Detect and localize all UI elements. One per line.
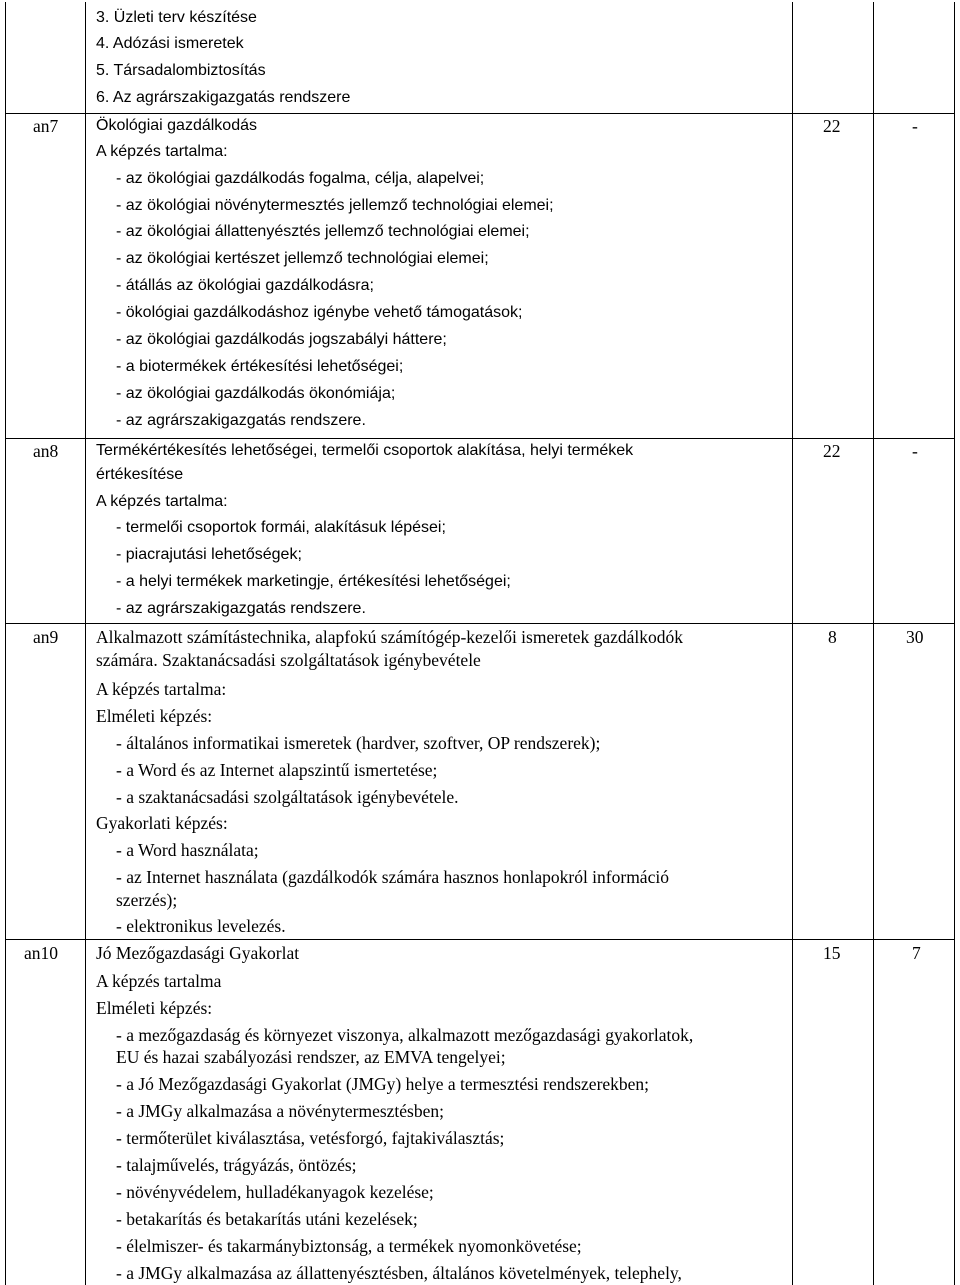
list-item: 3. Üzleti terv készítése xyxy=(96,9,257,26)
row-title: Ökológiai gazdálkodás xyxy=(96,117,257,134)
list-item: - a JMGy alkalmazása a növénytermesztésben; xyxy=(116,1101,444,1121)
list-item: - a JMGy alkalmazása az állattenyésztésben, általános követelmények, telephely, xyxy=(116,1263,682,1283)
row-code: an8 xyxy=(33,441,59,461)
row-title: számára. Szaktanácsadási szolgáltatások igénybevétele xyxy=(96,650,481,670)
row-title: Termékértékesítés lehetőségei, termelői csoportok alakítása, helyi termékek xyxy=(96,442,634,459)
list-item: - az ökológiai gazdálkodás fogalma, célja, alapelvei; xyxy=(116,170,485,187)
list-item: - a helyi termékek marketingje, értékesítési lehetőségei; xyxy=(116,573,511,590)
list-item: - talajművelés, trágyázás, öntözés; xyxy=(116,1155,357,1175)
practice-hours: 7 xyxy=(912,943,921,963)
practice-hours: 30 xyxy=(906,627,924,647)
practice-hours: - xyxy=(912,441,918,461)
list-item: - az ökológiai gazdálkodás jogszabályi háttere; xyxy=(116,331,447,348)
practice-hours: - xyxy=(912,116,918,136)
theory-hours: 22 xyxy=(823,441,841,461)
row-code: an9 xyxy=(33,627,59,647)
list-item: - ökológiai gazdálkodáshoz igénybe vehető támogatások; xyxy=(116,304,523,321)
list-item: - a Jó Mezőgazdasági Gyakorlat (JMGy) helye a termesztési rendszerekben; xyxy=(116,1074,650,1094)
table-border-code-col xyxy=(85,2,86,1285)
list-item: - általános informatikai ismeretek (hardver, szoftver, OP rendszerek); xyxy=(116,733,601,753)
table-border-hours-col xyxy=(873,2,874,1285)
row-title: Alkalmazott számítástechnika, alapfokú számítógép-kezelői ismeretek gazdálkodók xyxy=(96,627,684,647)
row-title: értékesítése xyxy=(96,466,184,483)
list-item: - az Internet használata (gazdálkodók számára hasznos honlapokról információ xyxy=(116,867,669,887)
list-item: - az agrárszakigazgatás rendszere. xyxy=(116,600,366,617)
list-item: A képzés tartalma: xyxy=(96,493,228,510)
list-item: - termelői csoportok formái, alakításuk lépései; xyxy=(116,519,446,536)
table-border-right xyxy=(954,2,955,1285)
list-item: - átállás az ökológiai gazdálkodásra; xyxy=(116,277,374,294)
list-item: - a Word és az Internet alapszintű ismertetése; xyxy=(116,760,438,780)
list-item: 6. Az agrárszakigazgatás rendszere xyxy=(96,89,351,106)
list-item: - a Word használata; xyxy=(116,840,259,860)
list-item: A képzés tartalma: xyxy=(96,143,228,160)
list-item: - az ökológiai gazdálkodás ökonómiája; xyxy=(116,385,396,402)
list-item: - az ökológiai kertészet jellemző technológiai elemei; xyxy=(116,250,489,267)
theory-hours: 22 xyxy=(823,116,841,136)
list-item: - a mezőgazdaság és környezet viszonya, alkalmazott mezőgazdasági gyakorlatok, xyxy=(116,1025,694,1045)
row-separator xyxy=(5,438,954,439)
list-item: - termőterület kiválasztása, vetésforgó, fajtakiválasztás; xyxy=(116,1128,505,1148)
row-code: an10 xyxy=(24,943,59,963)
theory-hours: 15 xyxy=(823,943,841,963)
list-item: szerzés); xyxy=(116,890,178,910)
row-title: Jó Mezőgazdasági Gyakorlat xyxy=(96,943,300,963)
list-item: Elméleti képzés: xyxy=(96,706,213,726)
list-item: - piacrajutási lehetőségek; xyxy=(116,546,302,563)
row-code: an7 xyxy=(33,116,59,136)
row-separator xyxy=(5,113,954,114)
theory-hours: 8 xyxy=(828,627,837,647)
list-item: - a szaktanácsadási szolgáltatások igénybevétele. xyxy=(116,787,459,807)
table-border-content-col xyxy=(792,2,793,1285)
row-separator xyxy=(5,623,954,624)
list-item: - betakarítás és betakarítás utáni kezelések; xyxy=(116,1209,418,1229)
list-item: Elméleti képzés: xyxy=(96,998,213,1018)
list-item: - elektronikus levelezés. xyxy=(116,916,286,936)
list-item: 4. Adózási ismeretek xyxy=(96,35,244,52)
list-item: - növényvédelem, hulladékanyagok kezelése; xyxy=(116,1182,434,1202)
list-item: A képzés tartalma xyxy=(96,971,222,991)
list-item: - élelmiszer- és takarmánybiztonság, a termékek nyomonkövetése; xyxy=(116,1236,582,1256)
list-item: EU és hazai szabályozási rendszer, az EMVA tengelyei; xyxy=(116,1047,506,1067)
list-item: - az ökológiai növénytermesztés jellemző technológiai elemei; xyxy=(116,197,554,214)
list-item: 5. Társadalombiztosítás xyxy=(96,62,266,79)
row-separator xyxy=(5,939,954,940)
list-item: - az ökológiai állattenyésztés jellemző technológiai elemei; xyxy=(116,223,530,240)
list-item: A képzés tartalma: xyxy=(96,679,227,699)
list-item: Gyakorlati képzés: xyxy=(96,813,228,833)
table-border-left xyxy=(5,2,6,1285)
list-item: - a biotermékek értékesítési lehetőségei; xyxy=(116,358,404,375)
list-item: - az agrárszakigazgatás rendszere. xyxy=(116,412,366,429)
